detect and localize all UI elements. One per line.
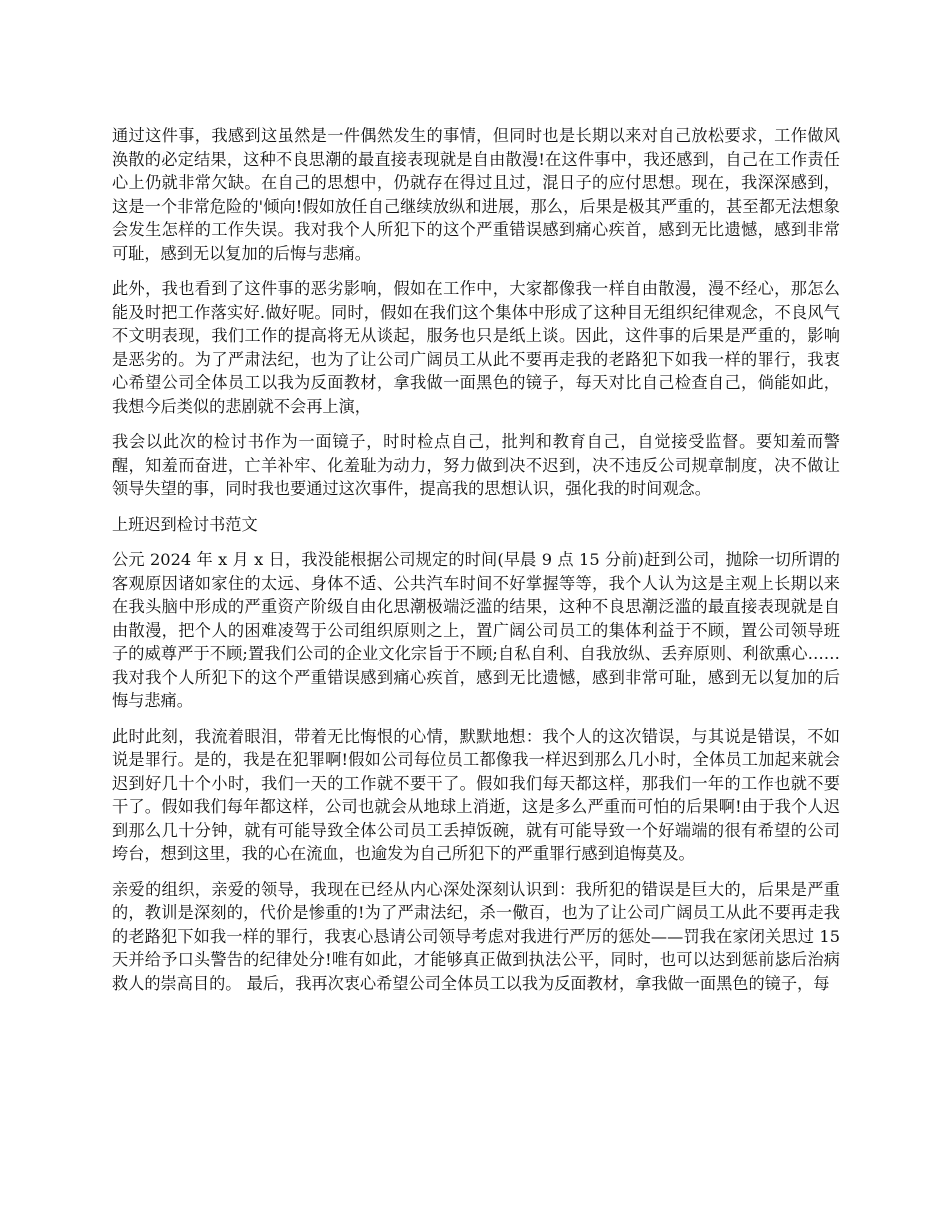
paragraph-reflection: 通过这件事，我感到这虽然是一件偶然发生的事情，但同时也是长期以来对自己放松要求，工作做风涣散的必定结果，这种不良思潮的最直接表现就是自由散漫!在这件事中，我还感到，自己在工作责任心上仍就非常欠缺。在自己的思想中，仍就存在得过且过，混日子的应付思想。现在，我深深感到，这是一个非常危险的'倾向!假如放任自己继续放纵和进展，那么，后果是极其严重的，甚至都无法想象会发生怎样的工作失误。我对我个人所犯下的这个严重错误感到痛心疾首，感到无比遗憾，感到非常可耻，感到无以复加的后悔与悲痛。 — [112, 126, 840, 263]
paragraph-resolution: 我会以此次的检讨书作为一面镜子，时时检点自己，批判和教育自己，自觉接受监督。要知羞而警醒，知羞而奋进，亡羊补牢、化羞耻为动力，努力做到决不迟到，决不违反公司规章制度，决不做让领导失望的事，同时我也要通过这次事件，提高我的思想认识，强化我的时间观念。 — [112, 432, 840, 498]
section-title: 上班迟到检讨书范文 — [112, 514, 258, 534]
paragraph-punishment-request: 亲爱的组织，亲爱的领导，我现在已经从内心深处深刻认识到：我所犯的错误是巨大的，后果是严重的，教训是深刻的，代价是惨重的!为了严肃法纪，杀一儆百，也为了让公司广阔员工从此不要再走我的老路犯下如我一样的罪行，我衷心恳请公司领导考虑对我进行严厉的惩处——罚我在家闭关思过 15 天并给予口头警告的纪律处分!唯有如此，才能够真正做到执法公平，同时，也可以达到惩前毖后治病救人的崇高目的。 最后，我再次衷心希望公司全体员工以我为反面教材，拿我做一面黑色的镜子，每 — [112, 879, 840, 993]
paragraph-impact: 此外，我也看到了这件事的恶劣影响，假如在工作中，大家都像我一样自由散漫，漫不经心，那怎么能及时把工作落实好.做好呢。同时，假如在我们这个集体中形成了这种目无组织纪律观念，不良风气 不文明表现，我们工作的提高将无从谈起，服务也只是纸上谈。因此，这件事的后果是严重的，影响是恶劣的。为了严肃法纪，也为了让公司广阔员工从此不要再走我的老路犯下如我一样的罪行，我衷心希望公司全体员工以我为反面教材，拿我做一面黑色的镜子，每天对比自己检查自己，倘能如此，我想今后类似的悲剧就不会再上演， — [112, 279, 840, 416]
paragraph-remorse: 此时此刻，我流着眼泪，带着无比悔恨的心情，默默地想：我个人的这次错误，与其说是错误，不如说是罪行。是的，我是在犯罪啊!假如公司每位员工都像我一样迟到那么几小时，全体员工加起来就会迟到好几十个小时，我们一天的工作就不要干了。假如我们每天都这样，那我们一年的工作也就不要干了。假如我们每年都这样，公司也就会从地球上消逝，这是多么严重而可怕的后果啊!由于我个人迟到那么几十分钟，就有可能导致全体公司员工丢掉饭碗，就有可能导致一个好端端的很有希望的公司垮台，想到这里，我的心在流血，也逾发为自己所犯下的严重罪行感到追悔莫及。 — [112, 726, 840, 863]
paragraph-late-arrival: 公元 2024 年 x 月 x 日，我没能根据公司规定的时间(早晨 9 点 15 分前)赶到公司，抛除一切所谓的客观原因诸如家住的太远、身体不适、公共汽车时间不好掌握等等，我个人认为这是主观上长期以来在我头脑中形成的严重资产阶级自由化思潮极端泛滥的结果，这种不良思潮泛滥的最直接表现就是自由散漫，把个人的困难凌驾于公司组织原则之上，置广阔公司员工的集体利益于不顾，置公司领导班子的威尊严于不顾;置我们公司的企业文化宗旨于不顾;自私自利、自我放纵、丢弃原则、利欲熏心……我对我个人所犯下的这个严重错误感到痛心疾首，感到无比遗憾，感到非常可耻，感到无以复加的后悔与悲痛。 — [112, 550, 840, 710]
document-body — [112, 124, 840, 1007]
